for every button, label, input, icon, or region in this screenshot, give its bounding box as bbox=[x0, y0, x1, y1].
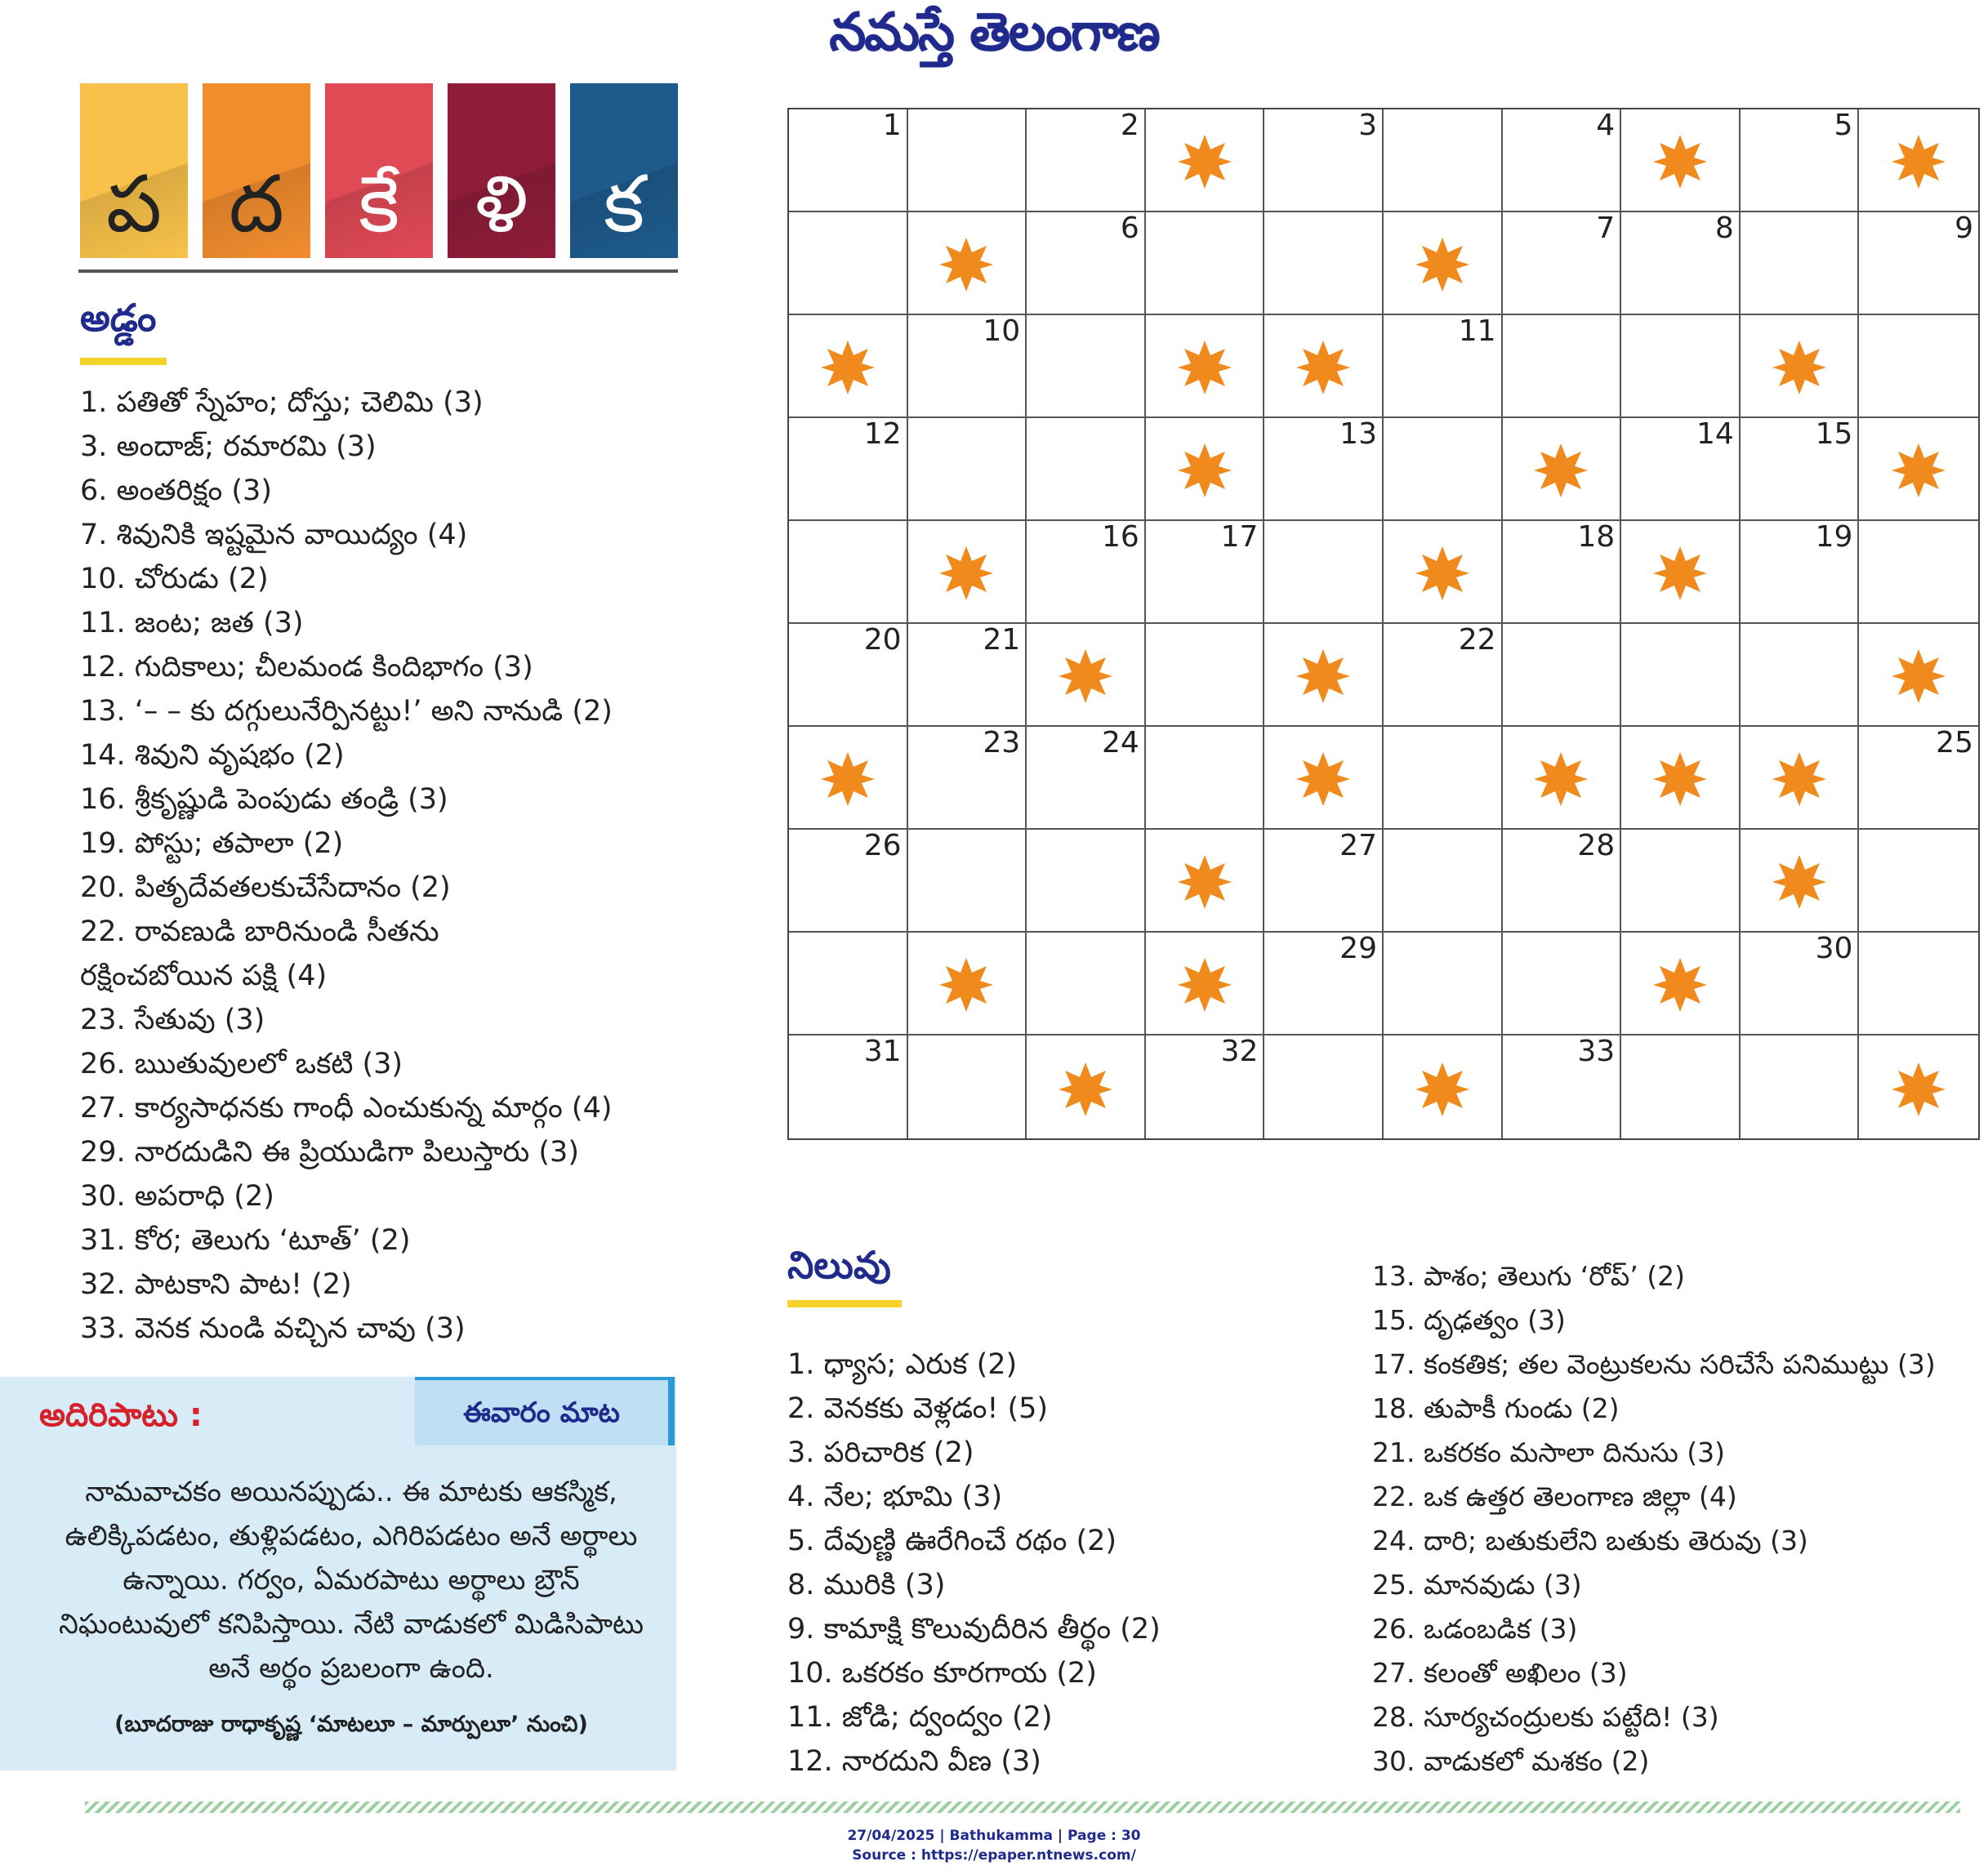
clue-number: 12 bbox=[863, 417, 902, 451]
clue-number: 27 bbox=[1339, 829, 1377, 862]
clue-number: 29 bbox=[1339, 932, 1377, 965]
clue-number: 26 bbox=[863, 829, 902, 862]
clue-number: 13 bbox=[1339, 417, 1377, 451]
across-clue: 19. పోస్టు; తపాలా (2) bbox=[80, 827, 344, 860]
clue-number: 2 bbox=[1120, 109, 1139, 142]
crossword-blocked-cell bbox=[1146, 109, 1265, 212]
crossword-blocked-cell bbox=[1146, 830, 1265, 933]
star-icon bbox=[1890, 442, 1947, 499]
crossword-blocked-cell bbox=[1741, 830, 1860, 933]
clue-number: 4 bbox=[1596, 109, 1616, 142]
footer-edition: 27/04/2025 | Bathukamma | Page : 30 bbox=[847, 1828, 1141, 1844]
crossword-cell[interactable] bbox=[1621, 212, 1741, 315]
clue-number: 17 bbox=[1220, 520, 1259, 554]
title-tile bbox=[203, 83, 310, 258]
star-icon bbox=[1176, 133, 1233, 190]
crossword-cell[interactable] bbox=[789, 109, 908, 212]
star-icon bbox=[1414, 236, 1471, 293]
crossword-blocked-cell bbox=[1621, 521, 1741, 624]
star-icon bbox=[1771, 853, 1828, 911]
star-icon bbox=[1532, 750, 1589, 808]
across-clue-list bbox=[80, 381, 684, 1351]
crossword-cell[interactable] bbox=[789, 521, 908, 624]
crossword-blocked-cell bbox=[908, 933, 1027, 1035]
across-clue: 3. అందాజ్‌; రమారమి (3) bbox=[80, 430, 377, 463]
crossword-blocked-cell bbox=[789, 727, 908, 830]
crossword-cell[interactable] bbox=[1264, 418, 1384, 521]
crossword-cell[interactable] bbox=[1859, 830, 1978, 933]
across-heading: అడ్డం bbox=[80, 296, 157, 340]
clue-number: 8 bbox=[1714, 212, 1734, 245]
crossword-cell[interactable] bbox=[908, 315, 1027, 418]
across-clue: 12. గుదికాలు; చీలమండ కిందిభాగం (3) bbox=[80, 651, 533, 684]
down-clue: 21. ఒకరకం మసాలా దినుసు (3) bbox=[1372, 1436, 1726, 1468]
down-clue: 22. ఒక ఉత్తర తెలంగాణ జిల్లా (4) bbox=[1372, 1481, 1737, 1512]
crossword-cell[interactable] bbox=[1264, 1035, 1384, 1138]
clue-number: 19 bbox=[1815, 520, 1853, 554]
across-clue: 26. ఋతువులలో ఒకటి (3) bbox=[80, 1048, 403, 1080]
padakeli-title bbox=[80, 83, 678, 261]
title-tile bbox=[448, 83, 555, 258]
crossword-cell[interactable] bbox=[1264, 212, 1384, 315]
word-of-week-body: నామవాచకం అయినప్పుడు.. ఈ మాటకు ఆకస్మిక, ఉలిక్కిపడటం, తుళ్లిపడటం, ఎగిరిపడటం అనే అర్థాలు ఉన్నాయి. గర్వం, ఏమరపాటు అర్థాలు బ్రౌన్‌ నిఘంటువులో కనిపిస్తాయి. నేటి వాడుకలో మిడిసిపాటు అనే అర్థం ప్రబలంగా ఉంది. bbox=[58, 1476, 644, 1685]
star-icon bbox=[1176, 956, 1233, 1013]
crossword-cell[interactable] bbox=[789, 624, 908, 727]
star-icon bbox=[819, 339, 876, 396]
masthead: నమస్తే తెలంగాణ bbox=[829, 2, 1159, 63]
crossword-blocked-cell bbox=[1859, 109, 1978, 212]
crossword-cell[interactable] bbox=[1859, 521, 1978, 624]
star-icon bbox=[1057, 1061, 1114, 1118]
crossword-blocked-cell bbox=[1621, 109, 1741, 212]
across-clue: 32. పాటకాని పాట! (2) bbox=[80, 1268, 352, 1301]
crossword-cell[interactable] bbox=[1264, 830, 1384, 933]
star-icon bbox=[1890, 133, 1947, 190]
down-clue: 5. దేవుణ్ణి ఊరేగించే రథం (2) bbox=[787, 1525, 1117, 1557]
star-icon bbox=[1651, 133, 1709, 190]
title-tile-letter: ద bbox=[229, 158, 284, 250]
across-clue: 29. నారదుడిని ఈ ప్రియుడిగా పిలుస్తారు (3) bbox=[80, 1136, 579, 1169]
star-icon bbox=[1176, 339, 1233, 396]
crossword-cell[interactable] bbox=[789, 418, 908, 521]
across-clue: 11. జంట; జత (3) bbox=[80, 607, 304, 639]
crossword-cell[interactable] bbox=[1264, 109, 1384, 212]
crossword-cell[interactable] bbox=[789, 933, 908, 1035]
crossword-blocked-cell bbox=[1027, 1035, 1146, 1138]
crossword-cell[interactable] bbox=[1859, 315, 1978, 418]
crossword-cell[interactable] bbox=[1146, 521, 1265, 624]
crossword-blocked-cell bbox=[1621, 933, 1741, 1035]
across-clue: 20. పితృదేవతలకుచేసేదానం (2) bbox=[80, 871, 451, 904]
down-clue: 27. కలంతో అఖిలం (3) bbox=[1372, 1657, 1628, 1689]
crossword-cell[interactable] bbox=[1264, 933, 1384, 1035]
star-icon bbox=[938, 956, 995, 1013]
crossword-cell[interactable] bbox=[1027, 521, 1146, 624]
crossword-blocked-cell bbox=[1146, 315, 1265, 418]
crossword-blocked-cell bbox=[1741, 315, 1860, 418]
clue-number: 14 bbox=[1696, 417, 1734, 451]
down-clue: 25. మానవుడు (3) bbox=[1372, 1569, 1582, 1601]
crossword-cell[interactable] bbox=[1384, 830, 1503, 933]
across-clue: 10. చోరుడు (2) bbox=[80, 563, 269, 595]
down-clue: 3. పరిచారిక (2) bbox=[787, 1436, 974, 1469]
star-icon bbox=[1771, 750, 1828, 808]
crossword-grid bbox=[787, 108, 1980, 1140]
down-clue: 4. నేల; భూమి (3) bbox=[787, 1481, 1003, 1513]
down-clue: 1. ధ్యాస; ఎరుక (2) bbox=[787, 1348, 1018, 1381]
clue-number: 16 bbox=[1101, 520, 1139, 554]
clue-number: 5 bbox=[1834, 109, 1853, 142]
down-clue: 11. జోడి; ద్వంద్వం (2) bbox=[787, 1701, 1053, 1734]
crossword-cell[interactable] bbox=[1741, 521, 1860, 624]
crossword-cell[interactable] bbox=[1859, 727, 1978, 830]
word-of-week-title: అదిరిపాటు : bbox=[39, 1396, 203, 1434]
crossword-blocked-cell bbox=[1264, 315, 1384, 418]
crossword-blocked-cell bbox=[1146, 418, 1265, 521]
crossword-cell[interactable] bbox=[1741, 1035, 1860, 1138]
crossword-blocked-cell bbox=[1503, 418, 1622, 521]
down-clue: 8. మురికి (3) bbox=[787, 1569, 946, 1601]
down-clue: 18. తుపాకీ గుండు (2) bbox=[1372, 1392, 1620, 1424]
crossword-cell[interactable] bbox=[1027, 315, 1146, 418]
crossword-cell[interactable] bbox=[789, 212, 908, 315]
title-divider bbox=[78, 269, 678, 273]
crossword-cell[interactable] bbox=[1741, 418, 1860, 521]
across-clue: 23. సేతువు (3) bbox=[80, 1004, 265, 1036]
crossword-cell[interactable] bbox=[1621, 315, 1741, 418]
clue-number: 32 bbox=[1220, 1035, 1259, 1068]
crossword-cell[interactable] bbox=[908, 109, 1027, 212]
star-icon bbox=[1414, 1061, 1471, 1118]
crossword-blocked-cell bbox=[1741, 727, 1860, 830]
title-tile-letter: ళి bbox=[475, 158, 528, 250]
across-clue: 13. ‘– – కు దగ్గులునేర్పినట్టు!’ అని నానుడి (2) bbox=[80, 695, 613, 728]
crossword-cell[interactable] bbox=[1621, 830, 1741, 933]
crossword-blocked-cell bbox=[908, 521, 1027, 624]
crossword-cell[interactable] bbox=[789, 1035, 908, 1138]
crossword-cell[interactable] bbox=[1859, 933, 1978, 1035]
crossword-cell[interactable] bbox=[1146, 212, 1265, 315]
across-heading-underline bbox=[80, 358, 167, 365]
down-clue: 17. కంకతిక; తల వెంట్రుకలను సరిచేసే పనిముట్టు (3) bbox=[1372, 1348, 1936, 1380]
crossword-cell[interactable] bbox=[1503, 1035, 1622, 1138]
star-icon bbox=[1414, 545, 1471, 602]
crossword-cell[interactable] bbox=[908, 624, 1027, 727]
crossword-cell[interactable] bbox=[1859, 212, 1978, 315]
crossword-cell[interactable] bbox=[1503, 315, 1622, 418]
clue-number: 28 bbox=[1577, 829, 1616, 862]
crossword-cell[interactable] bbox=[1621, 1035, 1741, 1138]
across-clue: 27. కార్యసాధనకు గాంధీ ఎంచుకున్న మార్గం (4) bbox=[80, 1092, 613, 1125]
crossword-blocked-cell bbox=[1264, 727, 1384, 830]
crossword-cell[interactable] bbox=[1027, 418, 1146, 521]
crossword-cell[interactable] bbox=[1741, 109, 1860, 212]
crossword-cell[interactable] bbox=[1741, 933, 1860, 1035]
crossword-cell[interactable] bbox=[1146, 1035, 1265, 1138]
footer-source: Source : https://epaper.ntnews.com/ bbox=[852, 1847, 1136, 1864]
clue-number: 31 bbox=[863, 1035, 902, 1068]
crossword-blocked-cell bbox=[1859, 418, 1978, 521]
word-of-week-source: (బూదరాజు రాధాకృష్ణ ‘మాటలూ – మార్పులూ’ నుంచి) bbox=[114, 1712, 588, 1737]
star-icon bbox=[1176, 853, 1233, 911]
across-clue: 1. పతితో స్నేహం; దోస్తు; చెలిమి (3) bbox=[80, 386, 484, 419]
down-clue: 28. సూర్యచంద్రులకు పట్టేది! (3) bbox=[1372, 1701, 1719, 1733]
crossword-cell[interactable] bbox=[1384, 624, 1503, 727]
star-icon bbox=[1771, 339, 1828, 396]
title-tile bbox=[80, 83, 188, 258]
title-tile-letter: కే bbox=[358, 158, 400, 250]
crossword-cell[interactable] bbox=[1384, 727, 1503, 830]
crossword-blocked-cell bbox=[1027, 624, 1146, 727]
crossword-cell[interactable] bbox=[908, 830, 1027, 933]
crossword-cell[interactable] bbox=[1264, 521, 1384, 624]
star-icon bbox=[1651, 956, 1709, 1013]
crossword-cell[interactable] bbox=[1384, 418, 1503, 521]
crossword-blocked-cell bbox=[1503, 727, 1622, 830]
clue-number: 18 bbox=[1577, 520, 1616, 554]
clue-number: 3 bbox=[1358, 109, 1377, 142]
crossword-cell[interactable] bbox=[1503, 933, 1622, 1035]
clue-number: 15 bbox=[1815, 417, 1853, 451]
crossword-blocked-cell bbox=[1146, 933, 1265, 1035]
crossword-cell[interactable] bbox=[1741, 212, 1860, 315]
across-clue: 6. అంతరిక్షం (3) bbox=[80, 474, 272, 507]
star-icon bbox=[1532, 442, 1589, 499]
clue-number: 20 bbox=[863, 623, 902, 657]
crossword-cell[interactable] bbox=[908, 727, 1027, 830]
down-clue: 30. వాడుకలో మశకం (2) bbox=[1372, 1745, 1650, 1777]
across-clue: 22. రావణుడి బారినుండి సీతను రక్షించబోయిన పక్షి (4) bbox=[80, 915, 439, 992]
down-clue: 10. ఒకరకం కూరగాయ (2) bbox=[787, 1657, 1097, 1690]
crossword-cell[interactable] bbox=[1503, 830, 1622, 933]
crossword-blocked-cell bbox=[1384, 212, 1503, 315]
across-clue: 16. శ్రీకృష్ణుడి పెంపుడు తండ్రి (3) bbox=[80, 783, 448, 816]
crossword-blocked-cell bbox=[908, 212, 1027, 315]
crossword-cell[interactable] bbox=[1027, 212, 1146, 315]
title-tile-letter: క bbox=[603, 158, 645, 250]
clue-number: 33 bbox=[1577, 1035, 1616, 1068]
star-icon bbox=[1651, 750, 1709, 808]
clue-number: 9 bbox=[1955, 212, 1973, 245]
down-clue: 12. నారదుని వీణ (3) bbox=[787, 1745, 1041, 1778]
down-heading: నిలువు bbox=[787, 1243, 891, 1287]
star-icon bbox=[1295, 648, 1352, 705]
crossword-blocked-cell bbox=[1859, 624, 1978, 727]
crossword-blocked-cell bbox=[789, 315, 908, 418]
clue-number: 25 bbox=[1936, 726, 1973, 759]
crossword-cell[interactable] bbox=[1027, 830, 1146, 933]
crossword-blocked-cell bbox=[1859, 1035, 1978, 1138]
across-clue: 31. కోర; తెలుగు ‘టూత్‌’ (2) bbox=[80, 1224, 411, 1257]
crossword-cell[interactable] bbox=[1503, 521, 1622, 624]
crossword-cell[interactable] bbox=[1503, 109, 1622, 212]
across-clue: 30. అపరాధి (2) bbox=[80, 1180, 274, 1213]
star-icon bbox=[1651, 545, 1709, 602]
down-clue-list-left bbox=[787, 1343, 1359, 1784]
crossword-blocked-cell bbox=[1384, 1035, 1503, 1138]
clue-number: 22 bbox=[1458, 623, 1496, 657]
crossword-cell[interactable] bbox=[1503, 624, 1622, 727]
down-clue: 2. వెనకకు వెళ్లడం! (5) bbox=[787, 1392, 1049, 1425]
crossword-cell[interactable] bbox=[908, 418, 1027, 521]
star-icon bbox=[1890, 1061, 1947, 1118]
down-heading-underline bbox=[787, 1300, 902, 1307]
crossword-cell[interactable] bbox=[1384, 315, 1503, 418]
crossword-blocked-cell bbox=[1621, 727, 1741, 830]
crossword-cell[interactable] bbox=[1027, 933, 1146, 1035]
crossword-cell[interactable] bbox=[1741, 624, 1860, 727]
crossword-cell[interactable] bbox=[1621, 624, 1741, 727]
down-clue-list-right bbox=[1372, 1254, 1977, 1784]
clue-number: 6 bbox=[1120, 212, 1139, 245]
across-clue: 33. వెనక నుండి వచ్చిన చావు (3) bbox=[80, 1312, 466, 1345]
clue-number: 1 bbox=[882, 109, 902, 142]
star-icon bbox=[938, 236, 995, 293]
title-tile bbox=[325, 83, 433, 258]
star-icon bbox=[1890, 648, 1947, 705]
crossword-cell[interactable] bbox=[1621, 418, 1741, 521]
clue-number: 24 bbox=[1101, 726, 1139, 759]
across-clue: 7. శివునికి ఇష్టమైన వాయిద్యం (4) bbox=[80, 519, 468, 551]
down-clue: 26. ఒడంబడిక (3) bbox=[1372, 1613, 1578, 1645]
star-icon bbox=[819, 750, 876, 808]
crossword-cell[interactable] bbox=[1027, 109, 1146, 212]
crossword-cell[interactable] bbox=[1027, 727, 1146, 830]
down-clue: 24. దారి; బతుకులేని బతుకు తెరువు (3) bbox=[1372, 1525, 1808, 1557]
clue-number: 23 bbox=[983, 726, 1021, 759]
crossword-cell[interactable] bbox=[908, 1035, 1027, 1138]
star-icon bbox=[938, 545, 995, 602]
clue-number: 7 bbox=[1596, 212, 1616, 245]
crossword-cell[interactable] bbox=[1146, 624, 1265, 727]
crossword-cell[interactable] bbox=[1384, 109, 1503, 212]
crossword-blocked-cell bbox=[1384, 521, 1503, 624]
down-clue: 13. పాశం; తెలుగు ‘రోప్‌’ (2) bbox=[1372, 1260, 1685, 1292]
down-clue: 15. దృఢత్వం (3) bbox=[1372, 1304, 1566, 1336]
crossword-cell[interactable] bbox=[1503, 212, 1622, 315]
title-tile bbox=[570, 83, 678, 258]
star-icon bbox=[1295, 750, 1352, 808]
clue-number: 21 bbox=[983, 623, 1021, 657]
star-icon bbox=[1057, 648, 1114, 705]
footer-divider bbox=[85, 1802, 1960, 1813]
star-icon bbox=[1176, 442, 1233, 499]
crossword-cell[interactable] bbox=[789, 830, 908, 933]
crossword-cell[interactable] bbox=[1384, 933, 1503, 1035]
clue-number: 30 bbox=[1815, 932, 1853, 965]
clue-number: 11 bbox=[1458, 314, 1496, 348]
down-clue: 9. కామాక్షి కొలువుదీరిన తీర్థం (2) bbox=[787, 1613, 1161, 1646]
word-of-week-tab: ఈవారం మాట bbox=[415, 1377, 675, 1445]
clue-number: 10 bbox=[983, 314, 1021, 348]
star-icon bbox=[1295, 339, 1352, 396]
crossword-cell[interactable] bbox=[1146, 727, 1265, 830]
title-tile-letter: ప bbox=[105, 158, 163, 250]
crossword-blocked-cell bbox=[1264, 624, 1384, 727]
across-clue: 14. శివుని వృషభం (2) bbox=[80, 739, 345, 772]
